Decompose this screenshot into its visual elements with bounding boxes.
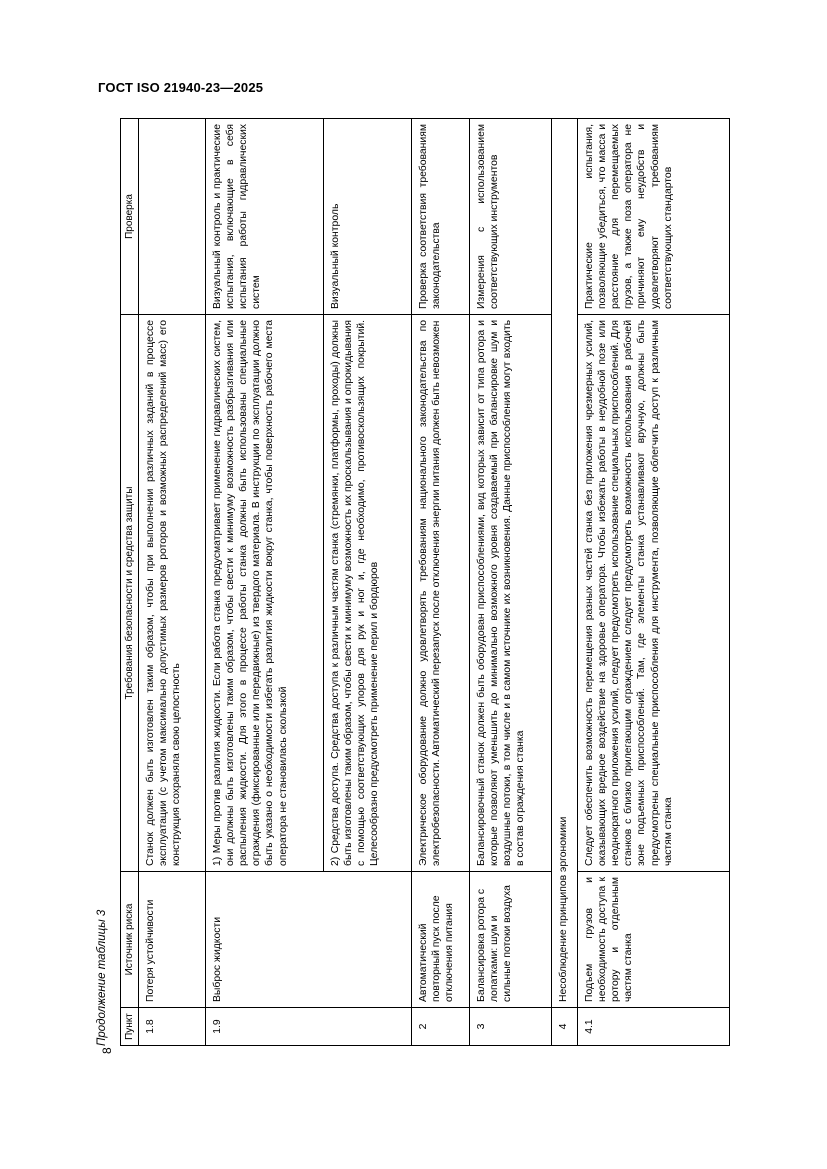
risk-source: Балансировка ротора с лопатками: шум и сильные потоки воздуха (470, 872, 552, 1008)
document-header: ГОСТ ISO 21940-23—2025 (98, 80, 264, 95)
requirement-text: 1) Меры против разлития жидкости. Если работа станка предусматривает применение гидравлических систем, они должны быть изготовлены таким образом, чтобы свести к минимуму возможность разбрызгивания или распыления жидкости. Для этого в процессе работы станка должны быть использованы специальные ограждения (фиксированные или передвижные) из твердого материала. В инструкции по эксплуатации должно быть указано о необходимости избегать разлития жидкости вокруг станка, чтобы поверхность рабочего места оператора не становилась скользкой (206, 315, 324, 872)
requirement-text: Балансировочный станок должен быть оборудован приспособлениями, вид которых зависит от типа ротора и которые позволяют уменьшить до минимально возможного уровня создаваемый при балансировке шум и воздушные потоки, в том числе и в самом источнике их возникновения. Данные приспособления могут входить в состав ограждения станка (470, 315, 552, 872)
row-number: 3 (470, 1008, 552, 1046)
table-row (206, 119, 324, 1046)
requirement-text: Электрическое оборудование должно удовлетворять требованиям национального законодательства по электробезопасности. Автоматический перезапуск после отключения энергии питания должен быть невозможен (412, 315, 470, 872)
check-method: Измерения с использованием соответствующих инструментов (470, 119, 552, 315)
requirement-text: Следует обеспечить возможность перемещения разных частей станка без приложения чрезмерных усилий, оказывающих вредное воздействие на здоровье оператора. Чтобы избежать работы в неудобной позе или неоднократного приложения усилий, следует предусмотреть использование специальных приспособлений. Для станков с близко прилегающим ограждением следует предусмотреть возможность использования в рабочей зоне подъемных приспособлений. Там, где элементы станка устанавливают вручную, должны быть предусмотрены специальные приспособления для инструмента, позволяющие облегчить доступ к различным частям станка (578, 315, 730, 872)
table-caption: Продолжение таблицы 3 (96, 909, 108, 1046)
requirement-text: 2) Средства доступа. Средства доступа к различным частям станка (стремянки, платформы, проходы) должны быть изготовлены таким образом, чтобы свести к минимуму возможность их проскальзывания и опрокидывания с помощью соответствующих упоров для рук и ног и, где необходимо, противоскользящих покрытий. Целесообразно предусмотреть применение перил и бордюров (324, 315, 412, 872)
risk-source: Подъем грузов и необходимость доступа к ротору и отдельным частям станка (578, 872, 730, 1008)
requirement-text: Станок должен быть изготовлен таким образом, чтобы при выполнении различных заданий в процессе эксплуатации (с учетом максимально допустимых размеров роторов и возможных распределений масс) его конструкция сохраняла свою целостность (139, 315, 206, 872)
table-header-row (121, 119, 139, 1046)
column-header-source: Источник риска (121, 872, 139, 1008)
risk-source: Потеря устойчивости (139, 872, 206, 1008)
safety-requirements-table (120, 118, 730, 1046)
row-number: 2 (412, 1008, 470, 1046)
row-number: 1.9 (206, 1008, 412, 1046)
check-method (139, 119, 206, 315)
check-method: Практические испытания, позволяющие убедиться, что масса и расстояние для перемещаемых грузов, а также поза оператора не причиняют ему неудобств и удовлетворяют требованиям соответствующих стандартов (578, 119, 730, 315)
row-number: 1.8 (139, 1008, 206, 1046)
risk-source: Автоматический повторный пуск после отключения питания (412, 872, 470, 1008)
page-number: 8 (100, 1047, 114, 1054)
column-header-item: Пункт (121, 1008, 139, 1046)
rotated-table-container (96, 119, 764, 1046)
check-method: Визуальный контроль и практические испытания, включающие в себя испытания работы гидравлических систем (206, 119, 324, 315)
table-row (578, 119, 730, 1046)
row-number: 4.1 (578, 1008, 730, 1046)
column-header-check: Проверка (121, 119, 139, 315)
column-header-requirements: Требования безопасности и средства защиты (121, 315, 139, 872)
row-number: 4 (552, 1008, 578, 1046)
check-method: Визуальный контроль (324, 119, 412, 315)
table-row (470, 119, 552, 1046)
risk-source: Выброс жидкости (206, 872, 412, 1008)
table-row (139, 119, 206, 1046)
section-row (552, 119, 578, 1046)
check-method: Проверка соответствия требованиям законодательства (412, 119, 470, 315)
table-row (412, 119, 470, 1046)
section-title: Несоблюдение принципов эргономики (552, 119, 578, 1008)
